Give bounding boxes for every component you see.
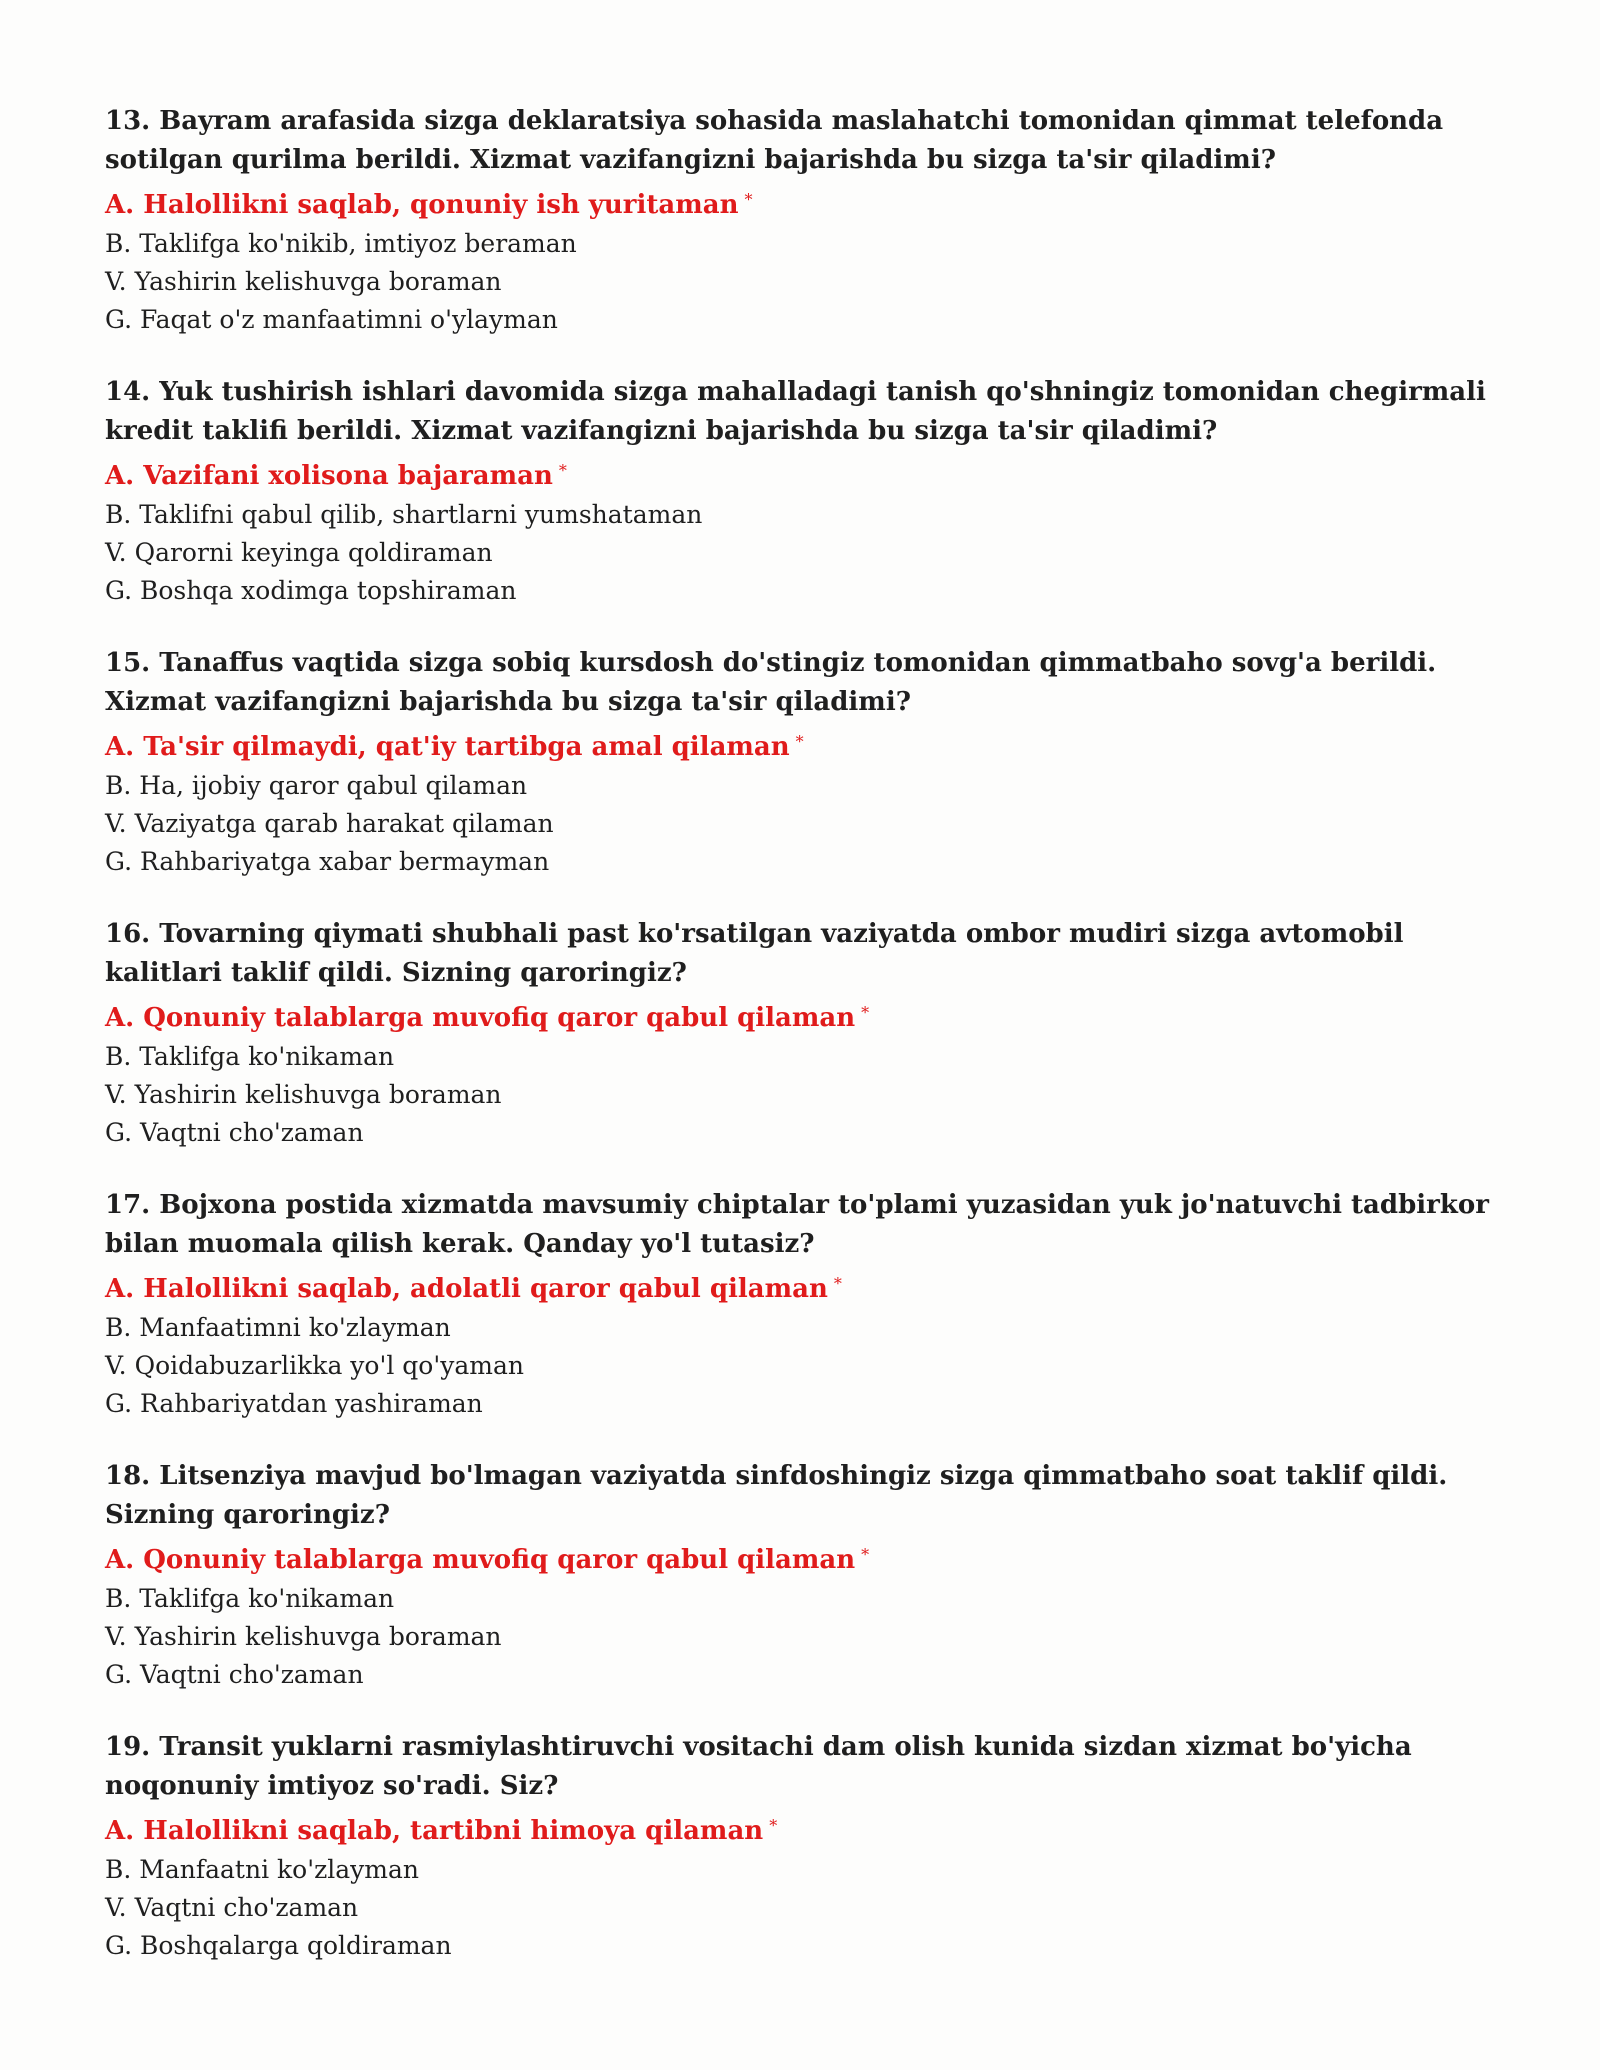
answer-option-correct: [105, 1535, 1495, 1580]
question-text: Bojxona postida xizmatda mavsumiy chiptalar to'plami yuzasidan yuk jo'natuvchi tadbirkor bilan muomala qilish kerak. Qanday yo'l tutasiz?: [105, 1190, 1489, 1259]
answer-option-correct: [105, 993, 1495, 1038]
correct-marker: *: [558, 461, 567, 480]
question-title: [105, 915, 1495, 993]
question-15: [105, 644, 1495, 881]
question-number: 14.: [105, 377, 151, 407]
answer-option: B. Manfaatni ko'zlayman: [105, 1855, 420, 1884]
answer-option-correct: [105, 1806, 1495, 1851]
answer-option: V. Yashirin kelishuvga boraman: [105, 1622, 502, 1651]
question-title: [105, 1186, 1495, 1264]
question-number: 13.: [105, 106, 151, 136]
question-number: 16.: [105, 919, 151, 949]
option-label: A. Qonuniy talablarga muvofiq qaror qabul qilaman: [105, 1545, 856, 1575]
answer-option: B. Taklifga ko'nikaman: [105, 1584, 395, 1613]
answer-option: V. Qarorni keyinga qoldiraman: [105, 538, 493, 567]
option-label: A. Halollikni saqlab, tartibni himoya qilaman: [105, 1816, 764, 1846]
question-19: [105, 1728, 1495, 1965]
question-text: Litsenziya mavjud bo'lmagan vaziyatda sinfdoshingiz sizga qimmatbaho soat taklif qildi. Sizning qaroringiz?: [105, 1461, 1448, 1530]
question-16: [105, 915, 1495, 1152]
answer-option: V. Vaqtni cho'zaman: [105, 1893, 359, 1922]
correct-marker: *: [769, 1816, 778, 1835]
answer-option: B. Ha, ijobiy qaror qabul qilaman: [105, 771, 528, 800]
question-number: 15.: [105, 648, 151, 678]
answer-option-correct: [105, 451, 1495, 496]
question-title: [105, 1728, 1495, 1806]
question-title: [105, 1457, 1495, 1535]
question-text: Tovarning qiymati shubhali past ko'rsatilgan vaziyatda ombor mudiri sizga avtomobil kalitlari taklif qildi. Sizning qaroringiz?: [105, 919, 1404, 988]
answer-option-correct: [105, 1264, 1495, 1309]
question-text: Bayram arafasida sizga deklaratsiya sohasida maslahatchi tomonidan qimmat telefonda sotilgan qurilma berildi. Xizmat vazifangizni bajarishda bu sizga ta'sir qiladimi?: [105, 106, 1444, 175]
question-14: [105, 373, 1495, 610]
option-label: A. Halollikni saqlab, qonuniy ish yuritaman: [105, 190, 739, 220]
correct-marker: *: [861, 1003, 870, 1022]
answer-option: B. Manfaatimni ko'zlayman: [105, 1313, 451, 1342]
correct-marker: *: [861, 1545, 870, 1564]
answer-option: G. Boshqalarga qoldiraman: [105, 1931, 452, 1960]
answer-option: G. Rahbariyatga xabar bermayman: [105, 847, 550, 876]
question-17: [105, 1186, 1495, 1423]
answer-option-correct: [105, 180, 1495, 225]
correct-marker: *: [744, 190, 753, 209]
option-label: A. Qonuniy talablarga muvofiq qaror qabul qilaman: [105, 1003, 856, 1033]
answer-option: B. Taklifni qabul qilib, shartlarni yumshataman: [105, 500, 703, 529]
question-number: 19.: [105, 1732, 151, 1762]
question-18: [105, 1457, 1495, 1694]
answer-option: G. Rahbariyatdan yashiraman: [105, 1389, 483, 1418]
question-text: Yuk tushirish ishlari davomida sizga mahalladagi tanish qo'shningiz tomonidan chegirmali kredit taklifi berildi. Xizmat vazifangizni bajarishda bu sizga ta'sir qiladimi?: [105, 377, 1486, 446]
question-title: [105, 373, 1495, 451]
question-13: [105, 102, 1495, 339]
answer-option: V. Vaziyatga qarab harakat qilaman: [105, 809, 554, 838]
correct-marker: *: [833, 1274, 842, 1293]
answer-option: V. Qoidabuzarlikka yo'l qo'yaman: [105, 1351, 524, 1380]
option-label: A. Halollikni saqlab, adolatli qaror qabul qilaman: [105, 1274, 828, 1304]
answer-option: B. Taklifga ko'nikib, imtiyoz beraman: [105, 229, 577, 258]
option-label: A. Ta'sir qilmaydi, qat'iy tartibga amal qilaman: [105, 732, 790, 762]
question-text: Tanaffus vaqtida sizga sobiq kursdosh do'stingiz tomonidan qimmatbaho sovg'a berildi. Xizmat vazifangizni bajarishda bu sizga ta'sir qiladimi?: [105, 648, 1437, 717]
answer-option: G. Faqat o'z manfaatimni o'ylayman: [105, 305, 558, 334]
answer-option: G. Boshqa xodimga topshiraman: [105, 576, 517, 605]
question-number: 17.: [105, 1190, 151, 1220]
question-number: 18.: [105, 1461, 151, 1491]
question-title: [105, 644, 1495, 722]
answer-option: G. Vaqtni cho'zaman: [105, 1660, 364, 1689]
correct-marker: *: [795, 732, 804, 751]
option-label: A. Vazifani xolisona bajaraman: [105, 461, 553, 491]
question-text: Transit yuklarni rasmiylashtiruvchi vositachi dam olish kunida sizdan xizmat bo'yicha noqonuniy imtiyoz so'radi. Siz?: [105, 1732, 1412, 1801]
answer-option-correct: [105, 722, 1495, 767]
answer-option: B. Taklifga ko'nikaman: [105, 1042, 395, 1071]
answer-option: G. Vaqtni cho'zaman: [105, 1118, 364, 1147]
question-title: [105, 102, 1495, 180]
answer-option: V. Yashirin kelishuvga boraman: [105, 1080, 502, 1109]
answer-option: V. Yashirin kelishuvga boraman: [105, 267, 502, 296]
